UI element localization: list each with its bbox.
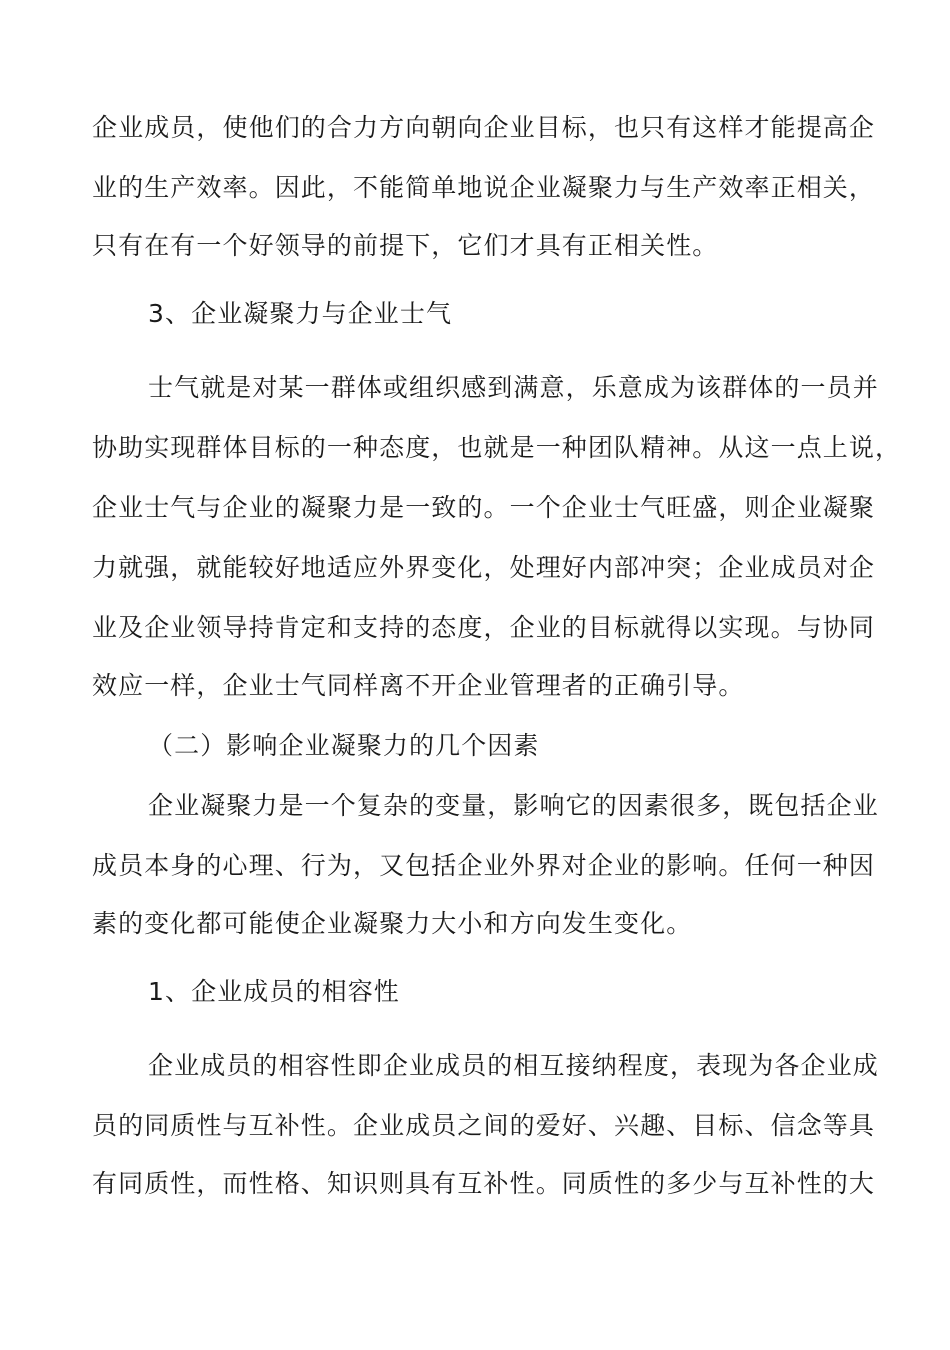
paragraph-line: 效应一样，企业士气同样离不开企业管理者的正确引导。 <box>92 671 745 700</box>
paragraph-line: 协助实现群体目标的一种态度，也就是一种团队精神。从这一点上说， <box>92 433 902 462</box>
paragraph-line: 成员本身的心理、行为，又包括企业外界对企业的影响。任何一种因 <box>92 851 876 880</box>
paragraph-line: 素的变化都可能使企业凝聚力大小和方向发生变化。 <box>92 909 693 938</box>
paragraph-line: 企业成员，使他们的合力方向朝向企业目标，也只有这样才能提高企 <box>92 113 876 142</box>
paragraph-line: 只有在有一个好领导的前提下，它们才具有正相关性。 <box>92 231 719 260</box>
paragraph-line: 力就强，就能较好地适应外界变化，处理好内部冲突；企业成员对企 <box>92 553 876 582</box>
paragraph-line: 企业士气与企业的凝聚力是一致的。一个企业士气旺盛，则企业凝聚 <box>92 493 876 522</box>
paragraph-line: 员的同质性与互补性。企业成员之间的爱好、兴趣、目标、信念等具 <box>92 1111 876 1140</box>
section-heading: 3、企业凝聚力与企业士气 <box>148 299 453 328</box>
paragraph-line: 有同质性，而性格、知识则具有互补性。同质性的多少与互补性的大 <box>92 1169 876 1198</box>
paragraph-line: 企业成员的相容性即企业成员的相互接纳程度，表现为各企业成 <box>148 1051 879 1080</box>
section-heading: （二）影响企业凝聚力的几个因素 <box>148 731 540 760</box>
section-heading: 1、企业成员的相容性 <box>148 977 400 1006</box>
paragraph-line: 业的生产效率。因此，不能简单地说企业凝聚力与生产效率正相关， <box>92 173 876 202</box>
paragraph-line: 士气就是对某一群体或组织感到满意，乐意成为该群体的一员并 <box>148 373 879 402</box>
paragraph-line: 企业凝聚力是一个复杂的变量，影响它的因素很多，既包括企业 <box>148 791 879 820</box>
paragraph-line: 业及企业领导持肯定和支持的态度，企业的目标就得以实现。与协同 <box>92 613 876 642</box>
